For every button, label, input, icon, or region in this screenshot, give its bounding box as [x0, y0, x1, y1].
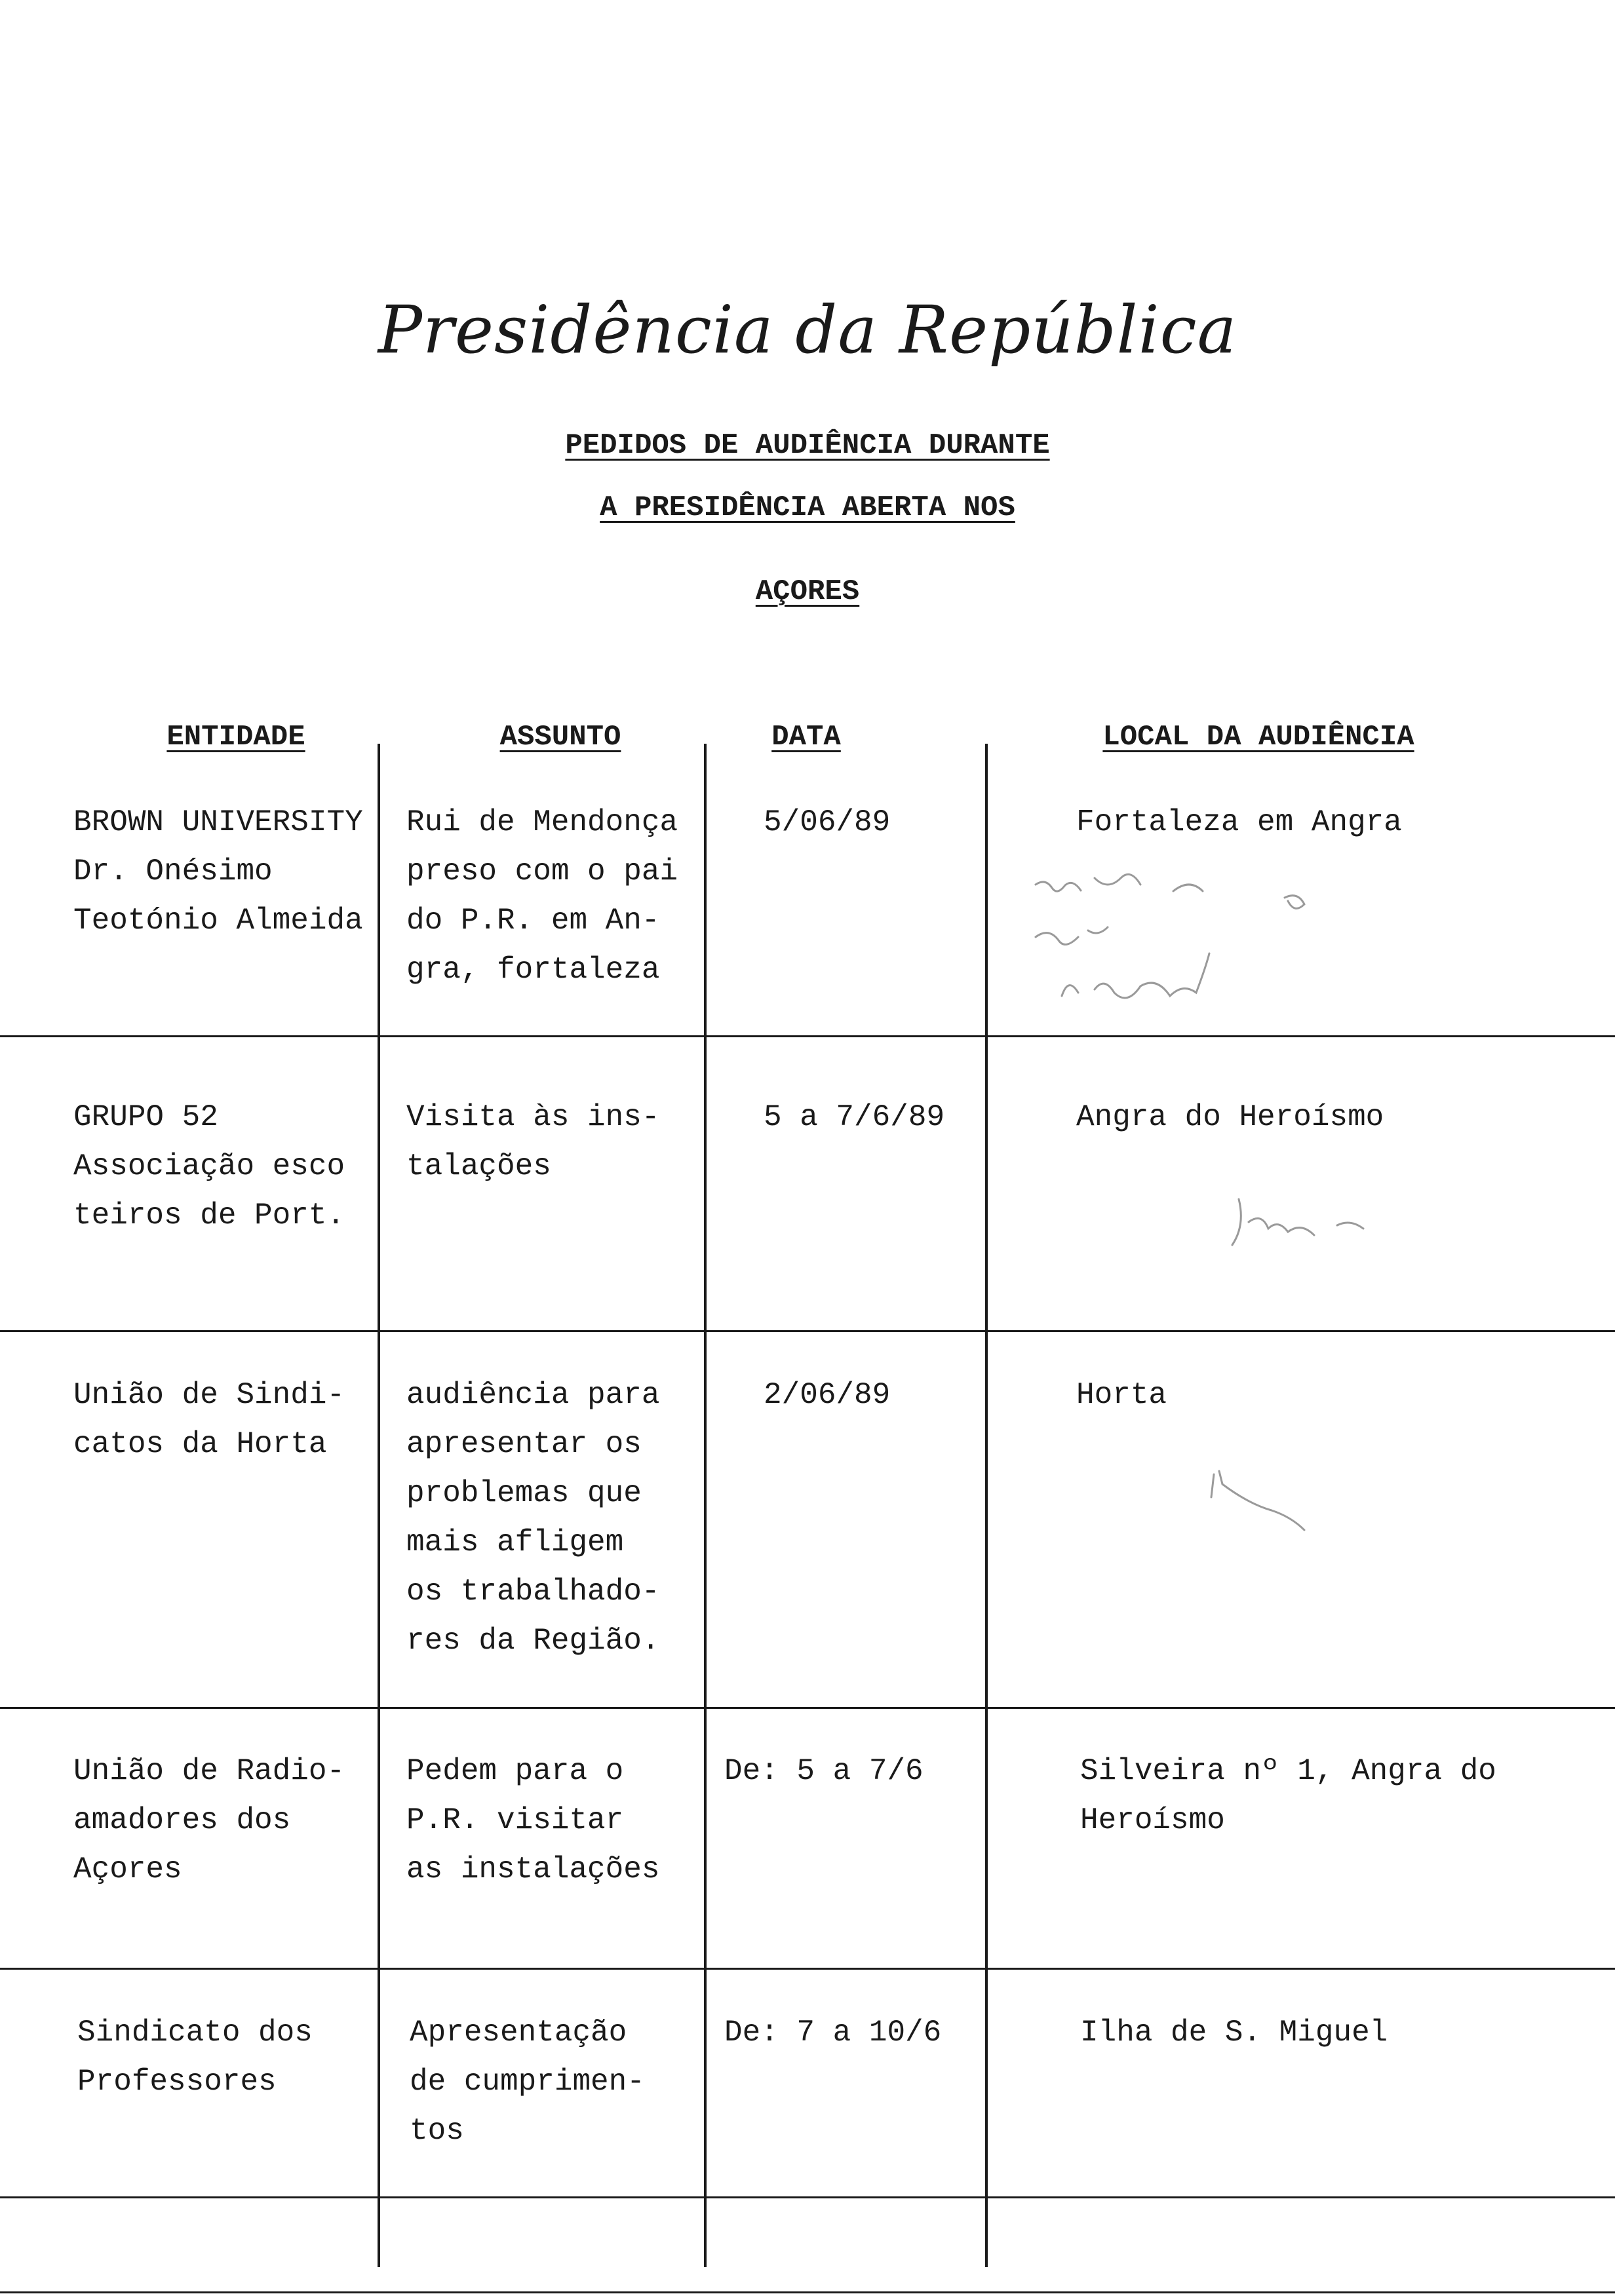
row-5-assunto: Apresentação de cumprimen- tos [410, 2016, 645, 2148]
letterhead: Presidência da República [378, 292, 1237, 368]
row-1-data: 5/06/89 [764, 805, 891, 839]
row-3-local: Horta [1076, 1378, 1167, 1412]
title-line-3: AÇORES [755, 575, 860, 608]
row-3-data: 2/06/89 [764, 1378, 891, 1412]
row-3-assunto: audiência para apresentar os problemas que mais afligem os trabalhado- res da Região. [406, 1378, 660, 1658]
row-rule-5 [0, 2196, 1615, 2198]
header-entidade: ENTIDADE [166, 721, 305, 754]
row-rule-3 [0, 1707, 1615, 1709]
row-2-local: Angra do Heroísmo [1076, 1100, 1384, 1134]
title-line-1: PEDIDOS DE AUDIÊNCIA DURANTE [565, 429, 1050, 462]
handwritten-note-row-2 [1219, 1186, 1390, 1258]
row-rule-1 [0, 1035, 1615, 1037]
handwritten-note-row-3 [1199, 1461, 1331, 1546]
row-1-local: Fortaleza em Angra [1076, 805, 1402, 839]
column-rule-3 [985, 744, 988, 2267]
header-assunto: ASSUNTO [499, 721, 621, 754]
header-local: LOCAL DA AUDIÊNCIA [1102, 721, 1414, 754]
column-rule-2 [704, 744, 707, 2267]
row-5-local: Ilha de S. Miguel [1080, 2016, 1388, 2050]
row-5-entidade: Sindicato dos Professores [77, 2016, 313, 2099]
row-2-assunto: Visita às ins- talações [406, 1100, 660, 1183]
row-4-assunto: Pedem para o P.R. visitar as instalações [406, 1754, 660, 1886]
row-rule-4 [0, 1968, 1615, 1970]
row-2-data: 5 a 7/6/89 [764, 1100, 945, 1134]
handwritten-note-row-1 [1022, 858, 1337, 1022]
column-rule-1 [378, 744, 380, 2267]
row-1-assunto: Rui de Mendonça preso com o pai do P.R. em An- gra, fortaleza [406, 805, 678, 987]
row-5-data: De: 7 a 10/6 [724, 2016, 942, 2050]
row-4-data: De: 5 a 7/6 [724, 1754, 924, 1788]
row-1-entidade: BROWN UNIVERSITY Dr. Onésimo Teotónio Almeida [73, 805, 363, 938]
title-line-2: A PRESIDÊNCIA ABERTA NOS [600, 491, 1015, 524]
header-data: DATA [771, 721, 841, 754]
page-bottom-rule [0, 2291, 1615, 2293]
row-4-local: Silveira nº 1, Angra do Heroísmo [1080, 1754, 1496, 1837]
row-3-entidade: União de Sindi- catos da Horta [73, 1378, 345, 1461]
row-rule-2 [0, 1330, 1615, 1332]
row-2-entidade: GRUPO 52 Associação esco teiros de Port. [73, 1100, 345, 1233]
row-4-entidade: União de Radio- amadores dos Açores [73, 1754, 345, 1886]
